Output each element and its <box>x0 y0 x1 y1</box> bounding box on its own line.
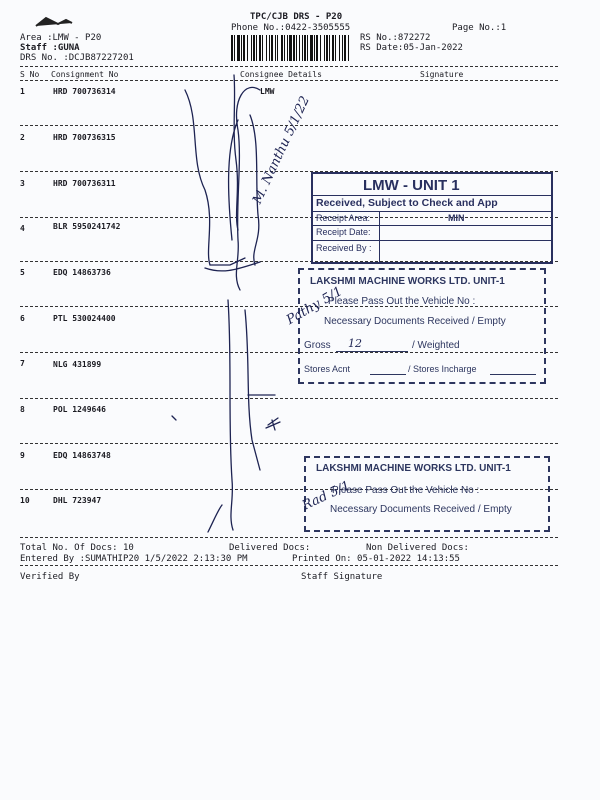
stamp-company: LAKSHMI MACHINE WORKS LTD. UNIT-1 <box>310 276 505 287</box>
row-sno: 2 <box>20 133 25 142</box>
handwritten-note: M. Nanthu 5/1/22 <box>250 93 314 207</box>
staff-field: Staff :GUNA <box>20 43 80 53</box>
document-title: TPC/CJB DRS - P20 <box>250 12 343 22</box>
row-consignment: PTL 530024400 <box>53 314 116 323</box>
row-sno: 4 <box>20 224 25 233</box>
row-sno: 6 <box>20 314 25 323</box>
stamp-line2: Necessary Documents Received / Empty <box>324 316 506 327</box>
entered-by: Entered By :SUMATHIP20 1/5/2022 2:13:30 PM <box>20 554 248 564</box>
row-consignee: LMW <box>260 87 275 96</box>
drs-number: DRS No. :DCJB87227201 <box>20 53 134 63</box>
stamp-line1: Please Pass Out the Vehicle No : <box>328 296 476 307</box>
row-consignment: HRD 700736311 <box>53 179 116 188</box>
stamp-title: LMW - UNIT 1 <box>363 177 460 194</box>
row-consignment: POL 1249646 <box>53 405 106 414</box>
row-consignment: NLG 431899 <box>53 360 102 369</box>
stamp-subtitle: Received, Subject to Check and App <box>316 197 498 209</box>
row-consignment: DHL 723947 <box>53 496 102 505</box>
staff-signature: Staff Signature <box>301 572 383 582</box>
row-consignment: EDQ 14863748 <box>53 451 111 460</box>
area-field: Area :LMW - P20 <box>20 33 102 43</box>
col-sno: S No <box>20 70 40 79</box>
receipt-area-label: Receipt Area: <box>316 213 371 223</box>
weighted-label: / Weighted <box>412 340 460 351</box>
row-consignment: EDQ 14863736 <box>53 268 111 277</box>
row-sno: 3 <box>20 179 25 188</box>
row-sno: 10 <box>20 496 30 505</box>
gross-label: Gross <box>304 340 331 351</box>
row-sno: 8 <box>20 405 25 414</box>
gross-value: 12 <box>348 337 362 350</box>
printed-on: Printed On: 05-01-2022 14:13:55 <box>292 554 460 564</box>
verified-by: Verified By <box>20 572 80 582</box>
handwritten-note: Pathy 5/1 <box>284 284 346 328</box>
col-signature: Signature <box>420 70 464 79</box>
row-sno: 1 <box>20 87 25 96</box>
receipt-area-value: MIN <box>448 213 465 223</box>
stores-label: Stores Acnt <box>304 364 351 374</box>
stamp-company: LAKSHMI MACHINE WORKS LTD. UNIT-1 <box>316 463 511 474</box>
row-sno: 5 <box>20 268 25 277</box>
col-consignee: Consignee Details <box>240 70 322 79</box>
receipt-date-label: Receipt Date: <box>316 227 371 237</box>
row-consignment: HRD 700736315 <box>53 133 116 142</box>
stores-incharge-label: / Stores Incharge <box>408 364 477 374</box>
row-sno: 7 <box>20 359 25 368</box>
non-delivered-docs: Non Delivered Docs: <box>366 543 469 553</box>
total-docs: Total No. Of Docs: 10 <box>20 543 134 553</box>
row-consignment: HRD 700736314 <box>53 87 116 96</box>
col-consignment: Consignment No <box>51 70 119 79</box>
handwritten-note: Rad 5/1 <box>300 478 353 514</box>
delivered-docs: Delivered Docs: <box>229 543 311 553</box>
stamp-line1: Please Pass Out the Vehicle No : <box>332 485 480 496</box>
rs-date: RS Date:05-Jan-2022 <box>360 43 463 53</box>
page-number: Page No.:1 <box>452 23 507 33</box>
row-consignment: BLR 5950241742 <box>53 222 121 231</box>
rs-number: RS No.:872272 <box>360 33 431 43</box>
received-by-label: Received By : <box>316 243 372 253</box>
row-sno: 9 <box>20 451 25 460</box>
stamp-line2: Necessary Documents Received / Empty <box>330 504 512 515</box>
phone-number: Phone No.:0422-3505555 <box>231 23 351 33</box>
